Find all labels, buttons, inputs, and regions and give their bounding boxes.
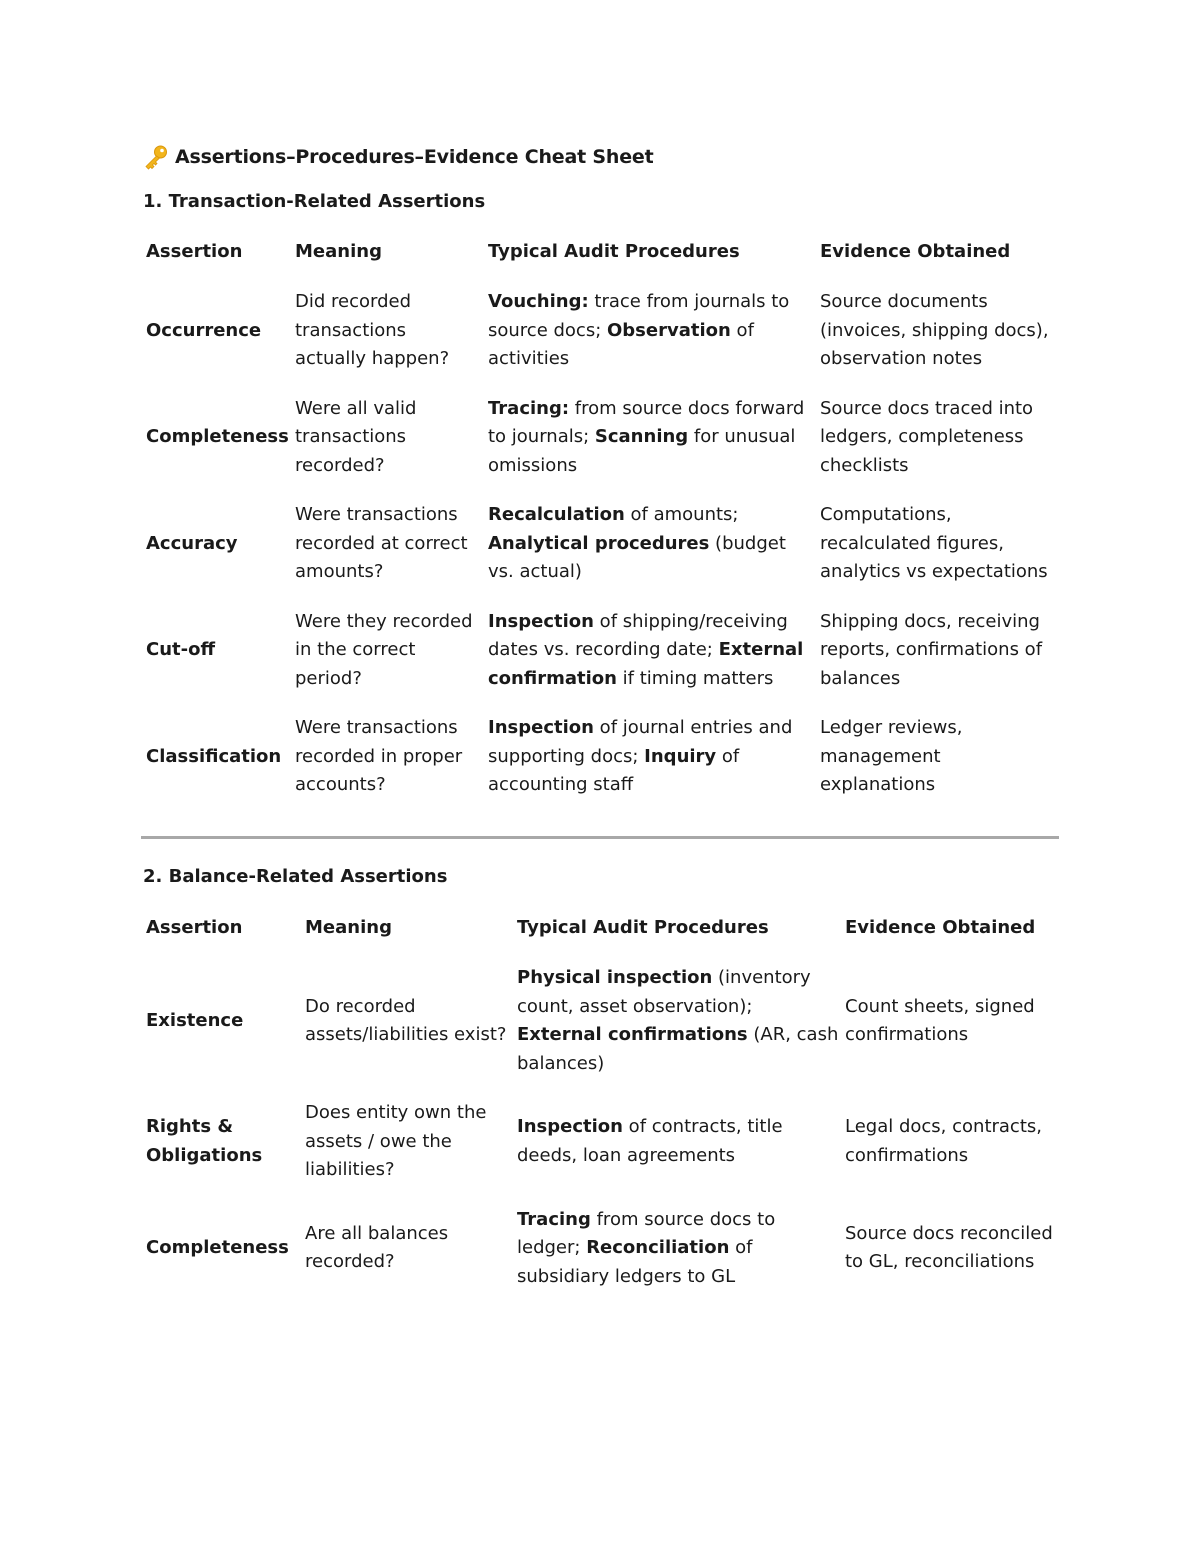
meaning-cell: Were all valid transactions recorded? <box>295 397 417 476</box>
header-meaning: Meaning <box>305 917 392 938</box>
title-text: Assertions–Procedures–Evidence Cheat Sheet <box>175 146 654 168</box>
evidence-cell: Source docs traced into ledgers, completeness checklists <box>820 397 1034 476</box>
table-row <box>140 1099 1054 1206</box>
procedures-cell: Inspection of shipping/receiving dates vs. recording date; External confirmation if timing matters <box>488 610 804 689</box>
assertion-cell: Completeness <box>146 1237 289 1258</box>
procedures-cell: Tracing: from source docs forward to journals; Scanning for unusual omissions <box>488 397 805 476</box>
table-row <box>140 1206 1054 1313</box>
header-evidence: Evidence Obtained <box>845 917 1036 938</box>
procedures-cell: Inspection of contracts, title deeds, loan agreements <box>517 1116 783 1166</box>
table-row <box>140 608 1054 715</box>
header-meaning: Meaning <box>295 241 382 262</box>
table-row <box>140 501 1054 608</box>
table-row <box>140 964 1054 1099</box>
section-1-heading: 1. Transaction-Related Assertions <box>143 191 486 212</box>
header-assertion: Assertion <box>146 241 243 262</box>
meaning-cell: Did recorded transactions actually happen? <box>295 291 450 369</box>
procedures-cell: Vouching: trace from journals to source docs; Observation of activities <box>488 291 790 369</box>
assertion-cell: Occurrence <box>146 319 262 341</box>
meaning-cell: Were transactions recorded in proper accounts? <box>295 717 463 795</box>
assertion-cell: Rights & Obligations <box>146 1116 263 1166</box>
evidence-cell: Legal docs, contracts, confirmations <box>845 1116 1042 1166</box>
table-header-row <box>140 238 1054 288</box>
transaction-assertions-table <box>140 238 1054 821</box>
meaning-cell: Were they recorded in the correct period? <box>295 610 473 689</box>
header-evidence: Evidence Obtained <box>820 241 1011 262</box>
section-2-heading: 2. Balance-Related Assertions <box>143 866 448 887</box>
header-assertion: Assertion <box>146 917 243 938</box>
procedures-cell: Physical inspection (inventory count, asset observation); External confirmations (AR, cash balances) <box>517 967 839 1074</box>
balance-assertions-table <box>140 914 1054 1312</box>
key-icon <box>143 144 169 170</box>
evidence-cell: Ledger reviews, management explanations <box>820 717 963 795</box>
table-row <box>140 288 1054 395</box>
assertion-cell: Existence <box>146 1009 244 1031</box>
assertion-cell: Completeness <box>146 426 289 447</box>
table-row <box>140 395 1054 502</box>
procedures-cell: Recalculation of amounts; Analytical procedures (budget vs. actual) <box>488 504 786 582</box>
evidence-cell: Computations, recalculated figures, analytics vs expectations <box>820 504 1048 582</box>
meaning-cell: Were transactions recorded at correct amounts? <box>295 504 468 582</box>
header-procedures: Typical Audit Procedures <box>488 241 740 262</box>
meaning-cell: Do recorded assets/liabilities exist? <box>305 995 507 1045</box>
procedures-cell: Tracing from source docs to ledger; Reconciliation of subsidiary ledgers to GL <box>517 1208 776 1287</box>
evidence-cell: Count sheets, signed confirmations <box>845 995 1035 1045</box>
meaning-cell: Are all balances recorded? <box>305 1222 449 1273</box>
evidence-cell: Source documents (invoices, shipping docs), observation notes <box>820 291 1049 369</box>
meaning-cell: Does entity own the assets / owe the liabilities? <box>305 1102 487 1180</box>
evidence-cell: Source docs reconciled to GL, reconciliations <box>845 1222 1053 1273</box>
assertion-cell: Cut-off <box>146 639 216 660</box>
assertion-cell: Accuracy <box>146 532 238 554</box>
header-procedures: Typical Audit Procedures <box>517 917 769 938</box>
table-row <box>140 714 1054 821</box>
section-divider <box>141 836 1059 839</box>
page-title <box>143 144 653 170</box>
table-header-row <box>140 914 1054 964</box>
procedures-cell: Inspection of journal entries and supporting docs; Inquiry of accounting staff <box>488 717 793 795</box>
evidence-cell: Shipping docs, receiving reports, confirmations of balances <box>820 610 1043 689</box>
assertion-cell: Classification <box>146 745 282 767</box>
